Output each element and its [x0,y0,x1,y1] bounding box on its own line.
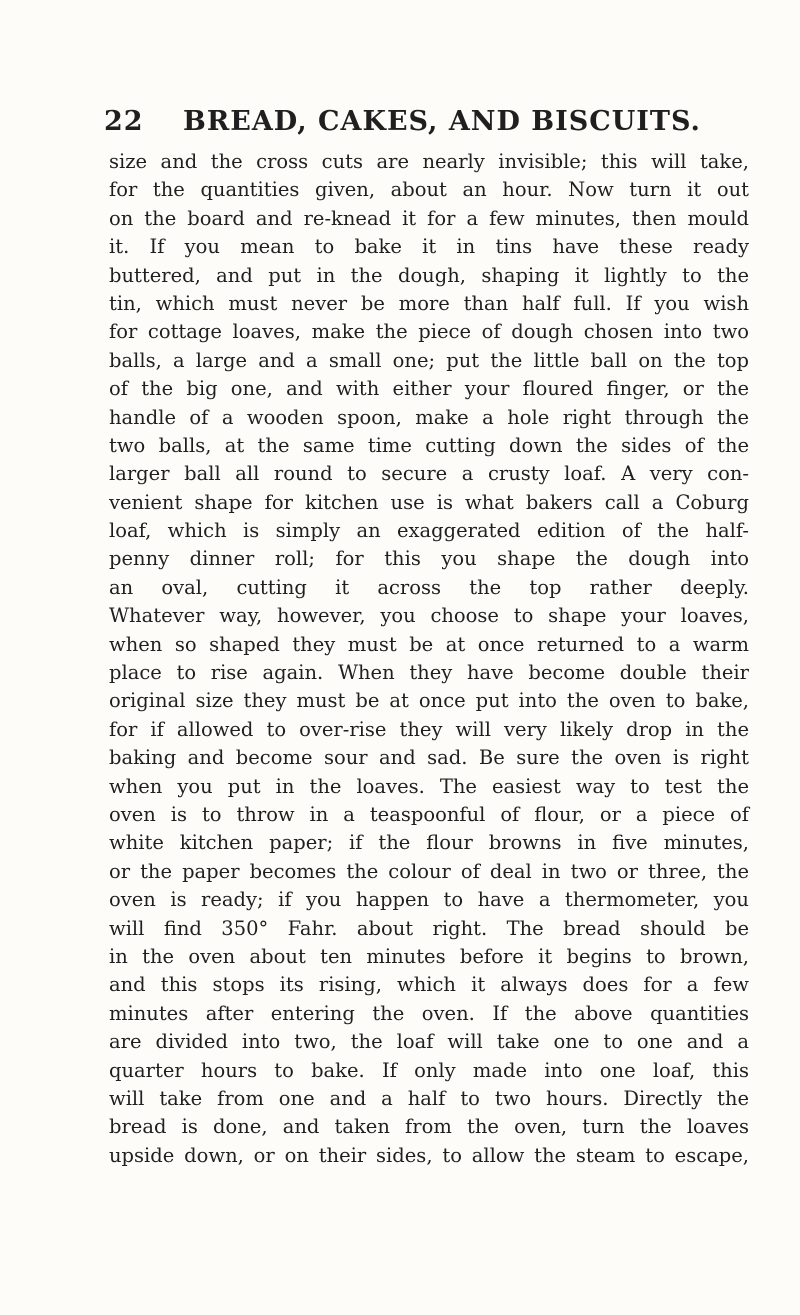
text-line: two balls, at the same time cutting down the sides of the [109,433,749,457]
page-number: 22 [104,106,144,137]
text-line: for the quantities given, about an hour. Now turn it out [109,178,749,202]
text-line: minutes after entering the oven. If the above quantities [109,1001,749,1025]
text-line: or the paper becomes the colour of deal in two or three, the [109,859,749,883]
text-line: larger ball all round to secure a crusty loaf. A very con- [109,462,749,486]
text-line: oven is ready; if you happen to have a thermometer, you [109,888,749,912]
text-line: size and the cross cuts are nearly invisible; this will take, [109,150,749,173]
text-line: are divided into two, the loaf will take one to one and a [109,1030,749,1054]
text-line: for cottage loaves, make the piece of dough chosen into two [109,320,749,344]
text-line: in the oven about ten minutes before it begins to brown, [109,944,749,968]
running-title: BREAD, CAKES, AND BISCUITS. [183,106,701,137]
text-line: Whatever way, however, you choose to shape your loaves, [109,604,749,628]
text-line: of the big one, and with either your floured finger, or the [109,377,749,401]
text-line: when you put in the loaves. The easiest way to test the [109,774,749,798]
text-line: will find 350° Fahr. about right. The bread should be [109,916,749,940]
text-line: tin, which must never be more than half full. If you wish [109,291,749,315]
text-line: original size they must be at once put into the oven to bake, [109,689,749,713]
text-line: oven is to throw in a teaspoonful of flour, or a piece of [109,802,749,826]
text-line: place to rise again. When they have become double their [109,661,749,685]
text-line: bread is done, and taken from the oven, turn the loaves [109,1115,749,1139]
text-line: penny dinner roll; for this you shape the dough into [109,547,749,571]
text-line: buttered, and put in the dough, shaping it lightly to the [109,263,749,287]
text-line: loaf, which is simply an exaggerated edition of the half- [109,519,749,543]
text-line: on the board and re-knead it for a few minutes, then mould [109,206,749,230]
text-line: quarter hours to bake. If only made into one loaf, this [109,1058,749,1082]
text-line: when so shaped they must be at once returned to a warm [109,632,749,656]
body-paragraph [109,148,749,1170]
text-line: an oval, cutting it across the top rather deeply. [109,575,749,599]
page-header [0,100,800,140]
text-line: handle of a wooden spoon, make a hole right through the [109,405,749,429]
text-line: it. If you mean to bake it in tins have these ready [109,235,749,259]
text-line: baking and become sour and sad. Be sure the oven is right [109,746,749,770]
text-line: balls, a large and a small one; put the little ball on the top [109,348,749,372]
text-line: and this stops its rising, which it always does for a few [109,973,749,997]
text-line: will take from one and a half to two hours. Directly the [109,1086,749,1110]
text-line: white kitchen paper; if the flour browns in five minutes, [109,831,749,855]
text-line: upside down, or on their sides, to allow the steam to escape, [109,1143,749,1167]
text-line: venient shape for kitchen use is what bakers call a Coburg [109,490,749,514]
text-line: for if allowed to over-rise they will very likely drop in the [109,717,749,741]
